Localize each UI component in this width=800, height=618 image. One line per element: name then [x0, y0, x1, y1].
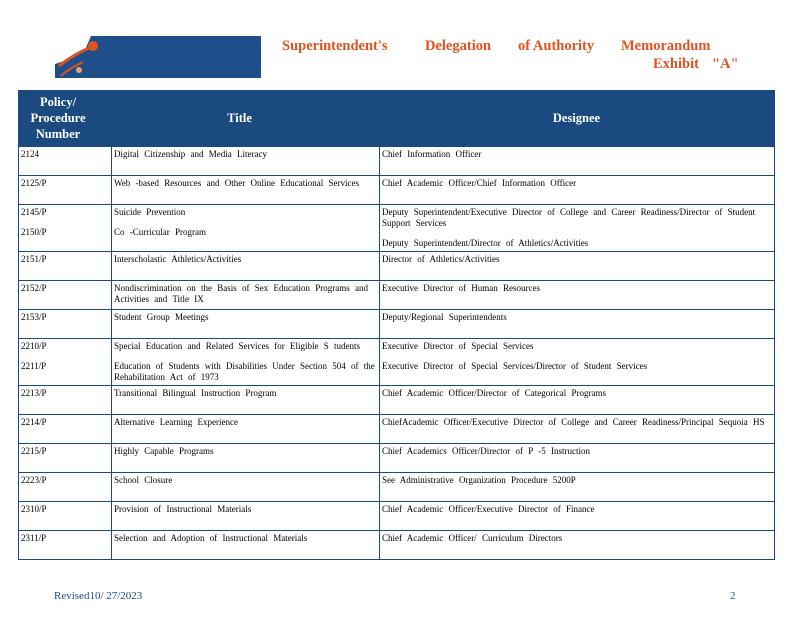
policy-title-cell-text: Transitional Bilingual Instruction Program	[114, 388, 277, 398]
policy-title-cell	[112, 205, 380, 252]
designee-cell	[380, 386, 775, 415]
policy-title-cell	[112, 281, 380, 310]
policy-title-cell	[112, 502, 380, 531]
policy-title-cell-text: School Closure	[114, 475, 173, 485]
policy-number-cell-text: 2210/P	[21, 341, 47, 351]
policy-number-cell-text: 2215/P	[21, 446, 47, 456]
policy-number-cell-text: 2124	[21, 149, 39, 159]
exhibit-code: "A"	[712, 56, 739, 72]
policy-number-cell-text-2: 2211/P	[21, 361, 47, 371]
policy-number-cell-text: 2214/P	[21, 417, 47, 427]
table-row	[19, 502, 775, 531]
col-header-number: Policy/ Procedure Number	[30, 95, 86, 141]
policy-number-cell	[19, 281, 112, 310]
designee-cell-text-2: Deputy Superintendent/Director of Athletics/Activities	[382, 238, 589, 248]
table-row	[19, 147, 775, 176]
policy-number-cell-text: 2145/P	[21, 207, 47, 217]
policy-title-cell	[112, 531, 380, 560]
policy-title-cell-text: Interscholastic Athletics/Activities	[114, 254, 242, 264]
policy-title-cell	[112, 444, 380, 473]
designee-cell	[380, 147, 775, 176]
policy-number-cell	[19, 147, 112, 176]
table-row	[19, 310, 775, 339]
table-row	[19, 281, 775, 310]
designee-cell	[380, 444, 775, 473]
policy-number-cell-text: 2125/P	[21, 178, 47, 188]
policy-title-cell-text: Student Group Meetings	[114, 312, 209, 322]
district-logo	[55, 36, 261, 78]
designee-cell-text: Chief Academic Officer/Executive Director of Finance	[382, 504, 595, 514]
policy-title-cell	[112, 176, 380, 205]
designee-cell	[380, 415, 775, 444]
designee-cell-text: Chief Academic Officer/Chief Information Officer	[382, 178, 577, 188]
policy-number-cell	[19, 176, 112, 205]
policy-number-cell-text: 2223/P	[21, 475, 47, 485]
policy-number-cell-text: 2213/P	[21, 388, 47, 398]
policy-title-cell-text-2: Education of Students with Disabilities Under Section 504 of the Rehabilitation Act of 1973	[114, 361, 375, 382]
table-row	[19, 531, 775, 560]
policy-number-cell-text: 2152/P	[21, 283, 47, 293]
table-header	[18, 90, 775, 146]
policy-title-cell-text: Digital Citizenship and Media Literacy	[114, 149, 267, 159]
designee-cell-text: Chief Academics Officer/Director of P -5 Instruction	[382, 446, 590, 456]
designee-cell-text: Deputy Superintendent/Executive Director of College and Career Readiness/Director of Student Support Services	[382, 207, 756, 228]
policy-number-cell	[19, 444, 112, 473]
exhibit-label: Exhibit	[653, 56, 699, 72]
policy-title-cell-text: Special Education and Related Services for Eligible S tudents	[114, 341, 360, 351]
col-header-title: Title	[227, 111, 252, 125]
policy-number-cell	[19, 252, 112, 281]
table-row	[19, 444, 775, 473]
policy-title-cell	[112, 473, 380, 502]
designee-cell	[380, 502, 775, 531]
designee-cell	[380, 205, 775, 252]
policy-number-cell	[19, 473, 112, 502]
designee-cell-text: Director of Athletics/Activities	[382, 254, 500, 264]
policy-number-cell-text-2: 2150/P	[21, 227, 47, 237]
designee-cell	[380, 310, 775, 339]
title-word-2: Delegation	[425, 38, 492, 54]
designee-cell	[380, 531, 775, 560]
revised-date: Revised10/ 27/2023	[54, 590, 143, 602]
table-row	[19, 252, 775, 281]
policy-number-cell	[19, 502, 112, 531]
page-number: 2	[730, 590, 736, 602]
policy-title-cell-text: Highly Capable Programs	[114, 446, 214, 456]
policy-title-cell-text: Suicide Prevention	[114, 207, 186, 217]
table-row	[19, 386, 775, 415]
policy-number-cell-text: 2311/P	[21, 533, 47, 543]
designee-cell	[380, 176, 775, 205]
designee-cell-text: ChiefAcademic Officer/Executive Director of College and Career Readiness/Principal Sequoia HS	[382, 417, 765, 427]
designee-cell	[380, 252, 775, 281]
title-word-3: of Authority	[518, 38, 595, 54]
policy-number-cell	[19, 531, 112, 560]
designee-cell-text: Chief Academic Officer/Director of Categorical Programs	[382, 388, 607, 398]
table-row	[19, 415, 775, 444]
designee-cell	[380, 339, 775, 386]
col-header-designee: Designee	[552, 111, 601, 125]
policy-number-cell	[19, 205, 112, 252]
policy-title-cell-text-2: Co -Curricular Program	[114, 227, 206, 237]
policy-title-cell	[112, 310, 380, 339]
policy-title-cell-text: Web -based Resources and Other Online Educational Services	[114, 178, 359, 188]
policy-title-cell	[112, 386, 380, 415]
designee-cell-text: Executive Director of Human Resources	[382, 283, 540, 293]
delegation-table	[18, 146, 775, 560]
designee-cell-text: See Administrative Organization Procedure 5200P	[382, 475, 576, 485]
policy-number-cell-text: 2151/P	[21, 254, 47, 264]
designee-cell-text: Chief Academic Officer/ Curriculum Directors	[382, 533, 563, 543]
policy-title-cell-text: Alternative Learning Experience	[114, 417, 238, 427]
policy-title-cell	[112, 147, 380, 176]
policy-number-cell	[19, 415, 112, 444]
policy-number-cell-text: 2153/P	[21, 312, 47, 322]
designee-cell	[380, 473, 775, 502]
designee-cell-text: Chief Information Officer	[382, 149, 482, 159]
designee-cell	[380, 281, 775, 310]
policy-title-cell-text: Provision of Instructional Materials	[114, 504, 252, 514]
policy-number-cell	[19, 386, 112, 415]
policy-title-cell	[112, 339, 380, 386]
title-word-4: Memorandum	[621, 38, 711, 54]
designee-cell-text: Deputy/Regional Superintendents	[382, 312, 507, 322]
policy-title-cell-text: Nondiscrimination on the Basis of Sex Education Programs and Activities and Title IX	[114, 283, 368, 304]
table-row	[19, 473, 775, 502]
policy-title-cell-text: Selection and Adoption of Instructional Materials	[114, 533, 308, 543]
table-row	[19, 339, 775, 386]
table-row	[19, 205, 775, 252]
title-word-1: Superintendent's	[282, 38, 388, 54]
table-row	[19, 176, 775, 205]
policy-number-cell-text: 2310/P	[21, 504, 47, 514]
policy-title-cell	[112, 252, 380, 281]
designee-cell-text-2: Executive Director of Special Services/Director of Student Services	[382, 361, 648, 371]
policy-title-cell	[112, 415, 380, 444]
designee-cell-text: Executive Director of Special Services	[382, 341, 534, 351]
policy-number-cell	[19, 339, 112, 386]
policy-number-cell	[19, 310, 112, 339]
